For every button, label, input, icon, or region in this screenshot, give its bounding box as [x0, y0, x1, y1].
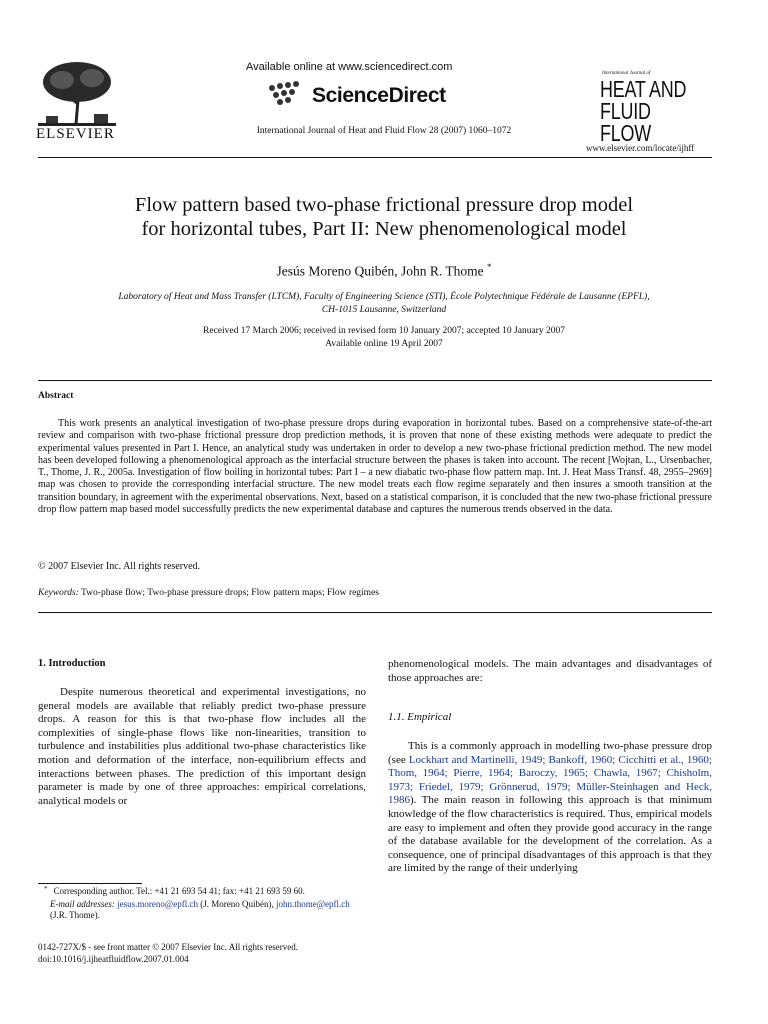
footnote-mark: *	[44, 885, 48, 893]
affiliation-line-1: Laboratory of Heat and Mass Transfer (LTCM), Faculty of Engineering Science (STI), École Polytechnique Fédérale de Lausanne (EPFL),	[118, 292, 650, 302]
footnote	[38, 886, 366, 922]
affiliation	[40, 291, 728, 317]
available-online-text[interactable]: Available online at www.sciencedirect.com	[246, 61, 453, 73]
journal-url-link[interactable]: www.elsevier.com/locate/ijhff	[586, 143, 695, 153]
empirical-paragraph	[388, 740, 712, 876]
email-owner-thome: (J.R. Thome).	[50, 910, 100, 920]
author-list	[0, 262, 768, 280]
abstract-text: This work presents an analytical investigation of two-phase pressure drops during evaporation in horizontal tubes. Based on a comprehensive state-of-the-art review and comparison with two-phase frictional pressure drop prediction methods, it is proven that none of these existing methods were adequate to predict the experimental values presented in Part I. Hence, an analytical study was undertaken in order to develop a new two-phase frictional prediction method. The new model has been developed following a phenomenological approach as the interfacial structure between the phases is taken into account. The recent [Wojtan, L., Ursenbacher, T., Thome, J. R., 2005a. Investigation of flow boiling in horizontal tubes: Part I – a new diabatic two-phase flow pattern map. Int. J. Heat Mass Transf. 48, 2955–2969] map was chosen to provide the corresponding interfacial structure. The new model treats each flow regime separately and then insures a smooth transition at the transition boundary, in agreement with the experimental observations. Next, based on a statistical comparison, it is concluded that the new two-phase frictional pressure drop flow pattern map based model successfully predicts the new experimental database and captures the numerous trends observed in the data.	[38, 418, 712, 516]
subsection-heading-empirical: 1.1. Empirical	[388, 711, 452, 723]
journal-logo-small-text: International Journal of	[602, 71, 651, 76]
journal-citation: International Journal of Heat and Fluid Flow 28 (2007) 1060–1072	[256, 126, 512, 136]
email-label: E-mail addresses:	[50, 898, 115, 909]
keywords	[38, 588, 379, 598]
abstract-heading: Abstract	[38, 391, 74, 401]
issn-copyright: 0142-727X/$ - see front matter © 2007 Elsevier Inc. All rights reserved.	[38, 942, 299, 952]
introduction-continuation	[388, 658, 712, 685]
email-footnote	[38, 899, 366, 922]
section-heading-introduction: 1. Introduction	[38, 658, 106, 669]
email-link-thome[interactable]: john.thome@epfl.ch	[275, 898, 350, 909]
introduction-continuation-text: phenomenological models. The main advantages and disadvantages of those approaches are:	[388, 658, 712, 684]
received-dates: Received 17 March 2006; received in revised form 10 January 2007; accepted 10 January 2007	[203, 326, 565, 336]
title-line-2: for horizontal tubes, Part II: New phenomenological model	[141, 218, 627, 240]
abstract-body	[38, 418, 712, 516]
article-title	[60, 193, 708, 241]
publisher-name: ELSEVIER	[36, 126, 115, 142]
corresponding-author-text: Corresponding author. Tel.: +41 21 693 54 41; fax: +41 21 693 59 60.	[53, 886, 305, 896]
corresponding-author-footnote	[38, 886, 366, 899]
empirical-text	[388, 740, 712, 876]
article-dates	[0, 325, 768, 351]
article-bottom-info	[38, 941, 298, 965]
abstract-copyright: © 2007 Elsevier Inc. All rights reserved.	[38, 561, 201, 572]
available-online-date: Available online 19 April 2007	[325, 339, 443, 349]
email-link-moreno[interactable]: jesus.moreno@epfl.ch	[117, 898, 198, 909]
abstract-top-divider	[38, 380, 712, 381]
footnote-divider	[38, 883, 142, 884]
sciencedirect-logo-text: ScienceDirect	[312, 84, 446, 107]
journal-logo-line1: HEAT AND	[600, 76, 687, 102]
empirical-text-before: This is a commonly approach in modelling two-phase pressure drop (see	[388, 740, 712, 766]
abstract-bottom-divider	[38, 612, 712, 613]
empirical-text-after: ). The main reason in following this approach is that minimum knowledge of the flow characteristics is required. Thus, empirical models are easy to implement and often they provide good accuracy in the range of the database available for the development of the correlation. As a consequence, one of principal disadvantages of this approach is that they are limited by the range of their underlying	[388, 794, 712, 875]
title-line-1: Flow pattern based two-phase frictional pressure drop model	[134, 194, 634, 216]
empirical-citations-link[interactable]: Lockhart and Martinelli, 1949; Bankoff, 1960; Cicchitti et al., 1960; Thom, 1964; Pierre, 1964; Baroczy, 1965; Chawla, 1967; Chisholm, 1973; Friedel, 1979; Grönnerud, 1979; Müller-Steinhagen and Heck, 1986	[388, 753, 712, 807]
affiliation-line-2: CH-1015 Lausanne, Switzerland	[321, 305, 447, 315]
sciencedirect-dots-icon	[266, 80, 304, 106]
corresponding-author-mark[interactable]: *	[487, 262, 492, 272]
authors-text: Jesús Moreno Quibén, John R. Thome	[276, 263, 484, 279]
introduction-text: Despite numerous theoretical and experimental investigations, no general models are available that reliably predict two-phase pressure drops. A reason for this is that two-phase flow includes all the complexities of single-phase flows like non-linearities, transition to turbulence and instabilities plus additional two-phase characteristics like motion and deformation of the interface, non-equilibrium effects and interactions between phases. The prediction of this important design parameter is made by one of three approaches: empirical correlations, analytical models or	[38, 686, 366, 807]
journal-logo	[600, 78, 694, 144]
introduction-paragraph	[38, 686, 366, 808]
email-owner-moreno: (J. Moreno Quibén),	[197, 898, 276, 909]
header-divider	[38, 157, 712, 158]
doi[interactable]: doi:10.1016/j.ijheatfluidflow.2007.01.004	[38, 954, 189, 964]
keywords-label: Keywords:	[38, 588, 79, 598]
keywords-list: Two-phase flow; Two-phase pressure drops; Flow pattern maps; Flow regimes	[81, 588, 379, 598]
journal-logo-line2: FLUID FLOW	[600, 98, 651, 146]
